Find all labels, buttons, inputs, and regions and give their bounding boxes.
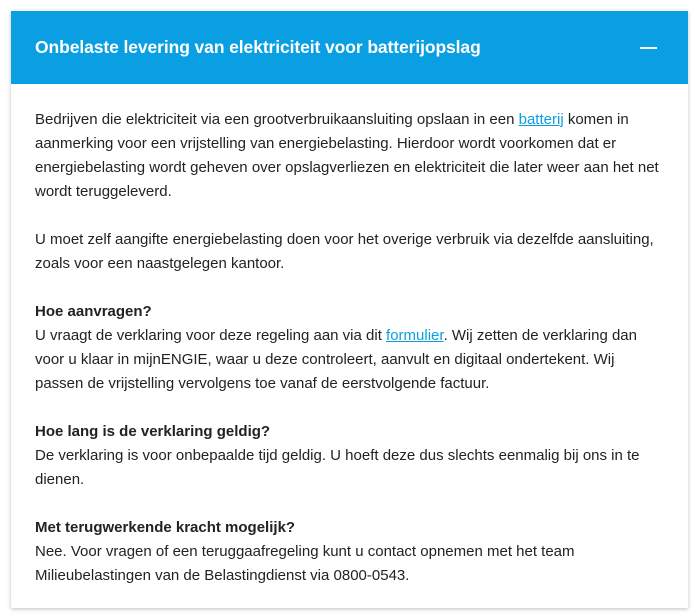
faq-terugwerkend-text: Nee. Voor vragen of een teruggaafregeling kunt u contact opnemen met het team Milieubelastingen van de Belastingdienst via 0800-0543. <box>35 543 575 584</box>
faq-terugwerkend-heading: Met terugwerkende kracht mogelijk? <box>35 519 296 536</box>
minus-icon <box>640 47 657 49</box>
intro-text-start: Bedrijven die elektriciteit via een grootverbruikaansluiting opslaan in een <box>35 111 519 128</box>
intro-paragraph <box>35 108 664 204</box>
accordion-body <box>11 84 688 588</box>
aangifte-paragraph: U moet zelf aangifte energiebelasting doen voor het overige verbruik via dezelfde aansluiting, zoals voor een naastgelegen kantoor. <box>35 231 654 272</box>
faq-terugwerkend <box>35 516 664 588</box>
intro-text-end: komen in aanmerking voor een vrijstelling van energiebelasting. Hierdoor wordt voorkomen dat er energiebelasting wordt geheven over opslagverliezen en elektriciteit die later weer aan het net wordt teruggeleverd. <box>35 111 659 200</box>
accordion-panel <box>11 11 688 608</box>
faq-aanvragen <box>35 300 664 396</box>
faq-geldigheid-heading: Hoe lang is de verklaring geldig? <box>35 423 271 440</box>
faq-geldigheid-text: De verklaring is voor onbepaalde tijd geldig. U hoeft deze dus slechts eenmalig bij ons in te dienen. <box>35 447 640 488</box>
accordion-header[interactable] <box>11 11 688 84</box>
formulier-link[interactable]: formulier <box>386 327 444 344</box>
faq-geldigheid <box>35 420 664 492</box>
accordion-title: Onbelaste levering van elektriciteit voor batterijopslag <box>35 37 481 57</box>
faq-aanvragen-text-end: . Wij zetten de verklaring dan voor u klaar in mijnENGIE, waar u deze controleert, aanvult en digitaal ondertekent. Wij passen de vrijstelling vervolgens toe vanaf de eerstvolgende factuur. <box>35 327 637 392</box>
batterij-link[interactable]: batterij <box>518 111 564 128</box>
collapse-toggle[interactable] <box>636 36 660 60</box>
faq-aanvragen-heading: Hoe aanvragen? <box>35 303 152 320</box>
faq-aanvragen-text-start: U vraagt de verklaring voor deze regeling aan via dit <box>35 327 387 344</box>
